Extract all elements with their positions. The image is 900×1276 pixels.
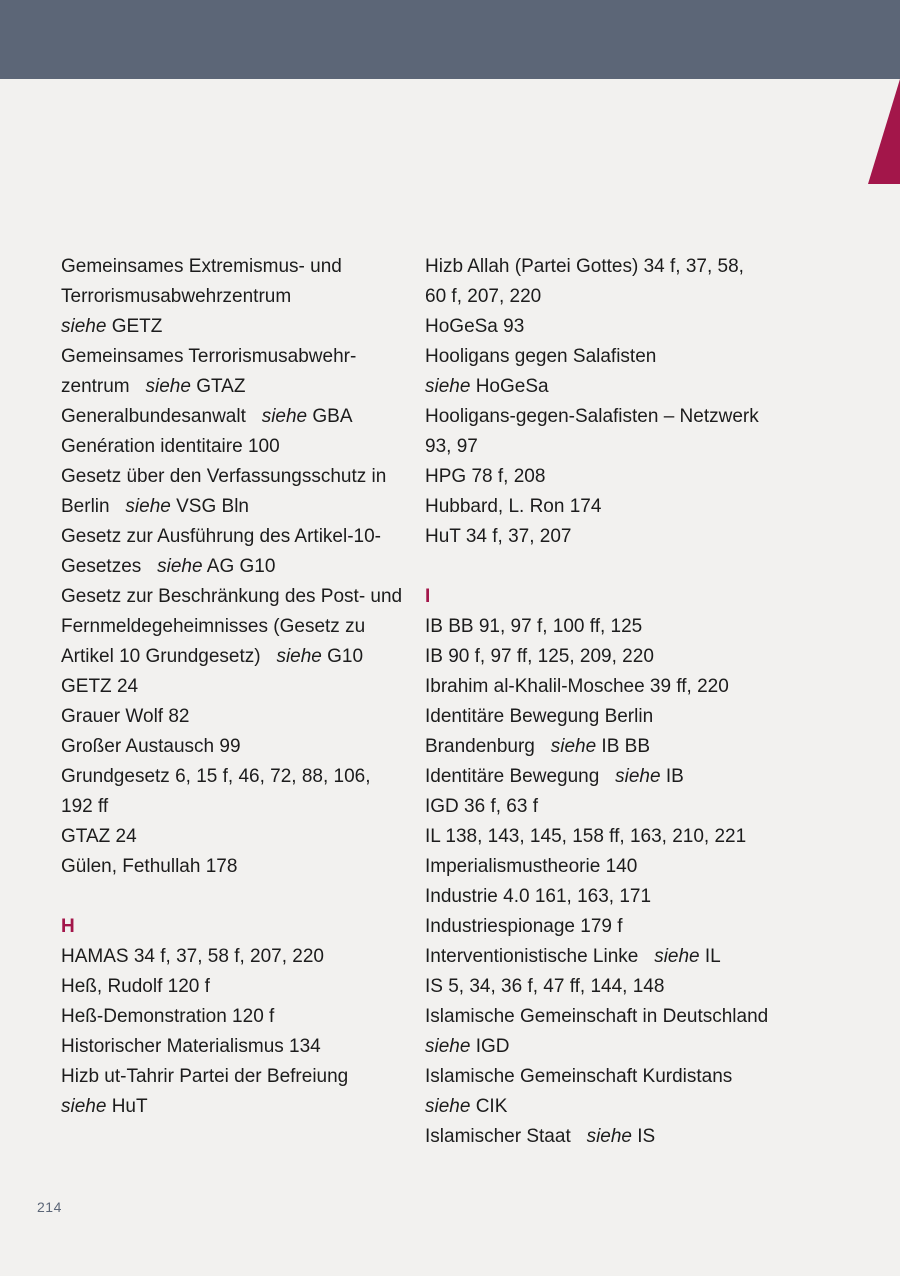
index-entry — [425, 252, 845, 312]
index-entry-line — [61, 372, 421, 402]
see-reference-target: AG G10 — [206, 556, 276, 577]
index-entry-text: Gesetz zur Ausführung des Artikel-10- — [61, 526, 381, 547]
index-entry-line — [425, 1122, 845, 1152]
index-entry-text: Hooligans-gegen-Salafisten – Netzwerk — [425, 406, 759, 427]
index-entry-line — [425, 522, 845, 552]
see-reference-target: CIK — [475, 1096, 508, 1117]
index-entry-line — [61, 342, 421, 372]
entry-group-i — [425, 612, 845, 1152]
index-entry-text: Berlin — [61, 496, 110, 517]
entry-group-g — [61, 252, 421, 882]
index-column-left — [61, 252, 421, 1122]
index-entry-line — [425, 762, 845, 792]
index-entry-line — [61, 762, 421, 792]
index-entry-text: Hooligans gegen Salafisten — [425, 346, 657, 367]
index-entry-text: 192 ff — [61, 796, 109, 817]
index-entry-line — [61, 522, 421, 552]
index-entry — [425, 312, 845, 342]
see-reference-target: VSG Bln — [176, 496, 249, 517]
index-entry-text: HAMAS 34 f, 37, 58 f, 207, 220 — [61, 946, 324, 967]
page-number: 214 — [37, 1199, 62, 1215]
see-reference-label: siehe — [615, 766, 661, 787]
index-entry-line — [425, 942, 845, 972]
index-entry — [425, 702, 845, 762]
index-entry-text: Gesetzes — [61, 556, 142, 577]
index-entry — [425, 912, 845, 942]
index-entry-line — [425, 792, 845, 822]
index-entry-text: Genération identitaire 100 — [61, 436, 280, 457]
index-entry-line — [61, 672, 421, 702]
index-entry — [425, 1122, 845, 1152]
index-entry — [425, 612, 845, 642]
index-entry-text: IB BB 91, 97 f, 100 ff, 125 — [425, 616, 643, 637]
index-entry-text: IL 138, 143, 145, 158 ff, 163, 210, 221 — [425, 826, 747, 847]
see-reference-label: siehe — [61, 1096, 107, 1117]
index-entry — [425, 972, 845, 1002]
see-reference-target: IGD — [475, 1036, 510, 1057]
index-entry-line — [425, 912, 845, 942]
index-entry-line — [61, 642, 421, 672]
index-entry — [425, 852, 845, 882]
index-entry-text: HPG 78 f, 208 — [425, 466, 546, 487]
index-entry — [61, 252, 421, 342]
index-entry-line — [425, 462, 845, 492]
index-entry-text: IS 5, 34, 36 f, 47 ff, 144, 148 — [425, 976, 665, 997]
index-entry-text: Generalbundesanwalt — [61, 406, 246, 427]
index-entry-text: Terrorismusabwehrzentrum — [61, 286, 292, 307]
index-entry-text: Imperialismustheorie 140 — [425, 856, 638, 877]
index-entry-text: Islamische Gemeinschaft Kurdistans — [425, 1066, 733, 1087]
entry-group-h — [61, 942, 421, 1122]
see-reference-label: siehe — [654, 946, 700, 967]
index-entry-text: Historischer Materialismus 134 — [61, 1036, 321, 1057]
index-entry-text: Gesetz über den Verfassungsschutz in — [61, 466, 387, 487]
index-entry-text: Fernmeldegeheimnisses (Gesetz zu — [61, 616, 366, 637]
index-entry — [425, 822, 845, 852]
index-entry-text: Heß, Rudolf 120 f — [61, 976, 210, 997]
index-entry-line — [425, 882, 845, 912]
index-entry — [61, 822, 421, 852]
index-entry-text: HuT 34 f, 37, 207 — [425, 526, 572, 547]
index-entry-line — [61, 1062, 421, 1092]
index-entry-line — [61, 1092, 421, 1122]
index-entry-line — [425, 372, 845, 402]
index-entry-line — [425, 252, 845, 282]
index-entry-line — [61, 432, 421, 462]
see-reference-target: G10 — [327, 646, 364, 667]
index-entry — [425, 342, 845, 402]
index-entry-text: GETZ 24 — [61, 676, 139, 697]
index-entry-text: Hizb Allah (Partei Gottes) 34 f, 37, 58, — [425, 256, 744, 277]
index-entry — [61, 942, 421, 972]
index-entry — [425, 492, 845, 522]
letter-heading-i: I — [425, 586, 431, 607]
index-entry-text: Islamischer Staat — [425, 1126, 571, 1147]
index-entry-text: Hubbard, L. Ron 174 — [425, 496, 602, 517]
index-entry-line — [425, 852, 845, 882]
see-reference-label: siehe — [157, 556, 203, 577]
index-entry-text: 60 f, 207, 220 — [425, 286, 542, 307]
see-reference-label: siehe — [125, 496, 171, 517]
index-entry — [61, 702, 421, 732]
index-entry-text: HoGeSa 93 — [425, 316, 525, 337]
index-entry — [425, 402, 845, 462]
index-entry-line — [425, 702, 845, 732]
see-reference-label: siehe — [586, 1126, 632, 1147]
index-entry-line — [61, 612, 421, 642]
index-entry-line — [425, 822, 845, 852]
index-entry — [425, 762, 845, 792]
index-entry-text: Industriespionage 179 f — [425, 916, 623, 937]
index-entry — [61, 672, 421, 702]
index-entry — [61, 522, 421, 582]
index-entry-line — [425, 1062, 845, 1092]
index-entry — [61, 852, 421, 882]
index-entry-line — [61, 282, 421, 312]
index-entry-text: Gemeinsames Extremismus- und — [61, 256, 342, 277]
index-entry-text: Interventionistische Linke — [425, 946, 639, 967]
index-entry — [61, 1062, 421, 1122]
index-entry-line — [61, 1032, 421, 1062]
index-entry-text: Hizb ut-Tahrir Partei der Befreiung — [61, 1066, 349, 1087]
index-entry-line — [425, 1002, 845, 1032]
index-entry — [425, 642, 845, 672]
see-reference-target: GETZ — [111, 316, 163, 337]
index-entry-line — [61, 822, 421, 852]
index-entry — [425, 942, 845, 972]
index-entry — [61, 342, 421, 402]
see-reference-target: IB BB — [601, 736, 650, 757]
index-entry-text: Ibrahim al-Khalil-Moschee 39 ff, 220 — [425, 676, 729, 697]
index-entry — [425, 1002, 845, 1062]
index-entry-text: Grauer Wolf 82 — [61, 706, 190, 727]
index-entry-line — [425, 612, 845, 642]
index-entry — [61, 1002, 421, 1032]
index-entry-line — [61, 852, 421, 882]
see-reference-label: siehe — [425, 1036, 471, 1057]
index-entry — [61, 432, 421, 462]
index-column-right — [425, 252, 845, 1152]
index-entry-line — [61, 942, 421, 972]
index-entry-line — [61, 492, 421, 522]
index-entry-line — [61, 732, 421, 762]
index-entry-line — [425, 1092, 845, 1122]
see-reference-target: GTAZ — [196, 376, 246, 397]
corner-tab-marker — [868, 79, 900, 184]
index-entry-line — [425, 492, 845, 522]
see-reference-target: IL — [704, 946, 721, 967]
see-reference-target: GBA — [312, 406, 353, 427]
index-entry-text: Heß-Demonstration 120 f — [61, 1006, 275, 1027]
index-entry-line — [425, 312, 845, 342]
see-reference-label: siehe — [261, 406, 308, 427]
see-reference-target: IS — [637, 1126, 656, 1147]
see-reference-target: IB — [665, 766, 684, 787]
index-entry — [61, 402, 421, 432]
index-entry-line — [425, 402, 845, 432]
index-entry-line — [61, 402, 421, 432]
index-entry-text: Großer Austausch 99 — [61, 736, 241, 757]
index-entry-line — [61, 252, 421, 282]
index-entry-text: zentrum — [61, 376, 130, 397]
index-entry-line — [61, 702, 421, 732]
index-entry-text: Gesetz zur Beschränkung des Post- und — [61, 586, 403, 607]
index-entry-text: Gemeinsames Terrorismusabwehr- — [61, 346, 357, 367]
index-entry — [425, 462, 845, 492]
index-entry-line — [425, 432, 845, 462]
index-entry-line — [425, 282, 845, 312]
index-entry-line — [425, 1032, 845, 1062]
index-entry — [61, 582, 421, 672]
index-entry — [425, 672, 845, 702]
index-entry-line — [425, 342, 845, 372]
header-band — [0, 0, 900, 79]
index-entry — [61, 732, 421, 762]
see-reference-label: siehe — [276, 646, 322, 667]
index-entry — [425, 792, 845, 822]
index-entry — [61, 1032, 421, 1062]
index-entry-text: Industrie 4.0 161, 163, 171 — [425, 886, 652, 907]
index-entry-text: Identitäre Bewegung — [425, 766, 600, 787]
index-entry-text: Islamische Gemeinschaft in Deutschland — [425, 1006, 769, 1027]
index-entry — [425, 882, 845, 912]
index-entry-text: Identitäre Bewegung Berlin — [425, 706, 654, 727]
index-entry-line — [61, 582, 421, 612]
see-reference-target: HoGeSa — [475, 376, 549, 397]
index-entry-text: IB 90 f, 97 ff, 125, 209, 220 — [425, 646, 654, 667]
index-entry-line — [61, 1002, 421, 1032]
letter-heading-h: H — [61, 916, 75, 937]
index-entry-line — [61, 972, 421, 1002]
index-entry — [61, 762, 421, 822]
index-entry-line — [425, 972, 845, 1002]
index-entry — [61, 972, 421, 1002]
see-reference-target: HuT — [111, 1096, 148, 1117]
index-entry-line — [61, 552, 421, 582]
index-entry-line — [425, 672, 845, 702]
index-entry-text: 93, 97 — [425, 436, 478, 457]
index-entry-text: Artikel 10 Grundgesetz) — [61, 646, 261, 667]
index-entry-line — [61, 792, 421, 822]
see-reference-label: siehe — [425, 376, 471, 397]
index-entry-text: IGD 36 f, 63 f — [425, 796, 538, 817]
index-entry — [61, 462, 421, 522]
index-entry-text: GTAZ 24 — [61, 826, 137, 847]
entry-group-h-continued — [425, 252, 845, 552]
index-entry — [425, 522, 845, 552]
see-reference-label: siehe — [550, 736, 597, 757]
index-entry-line — [425, 732, 845, 762]
index-entry — [425, 1062, 845, 1122]
index-entry-text: Brandenburg — [425, 736, 535, 757]
see-reference-label: siehe — [145, 376, 191, 397]
see-reference-label: siehe — [61, 316, 107, 337]
index-entry-text: Gülen, Fethullah 178 — [61, 856, 238, 877]
index-entry-line — [425, 642, 845, 672]
index-entry-line — [61, 312, 421, 342]
index-entry-line — [61, 462, 421, 492]
index-entry-text: Grundgesetz 6, 15 f, 46, 72, 88, 106, — [61, 766, 371, 787]
see-reference-label: siehe — [425, 1096, 471, 1117]
